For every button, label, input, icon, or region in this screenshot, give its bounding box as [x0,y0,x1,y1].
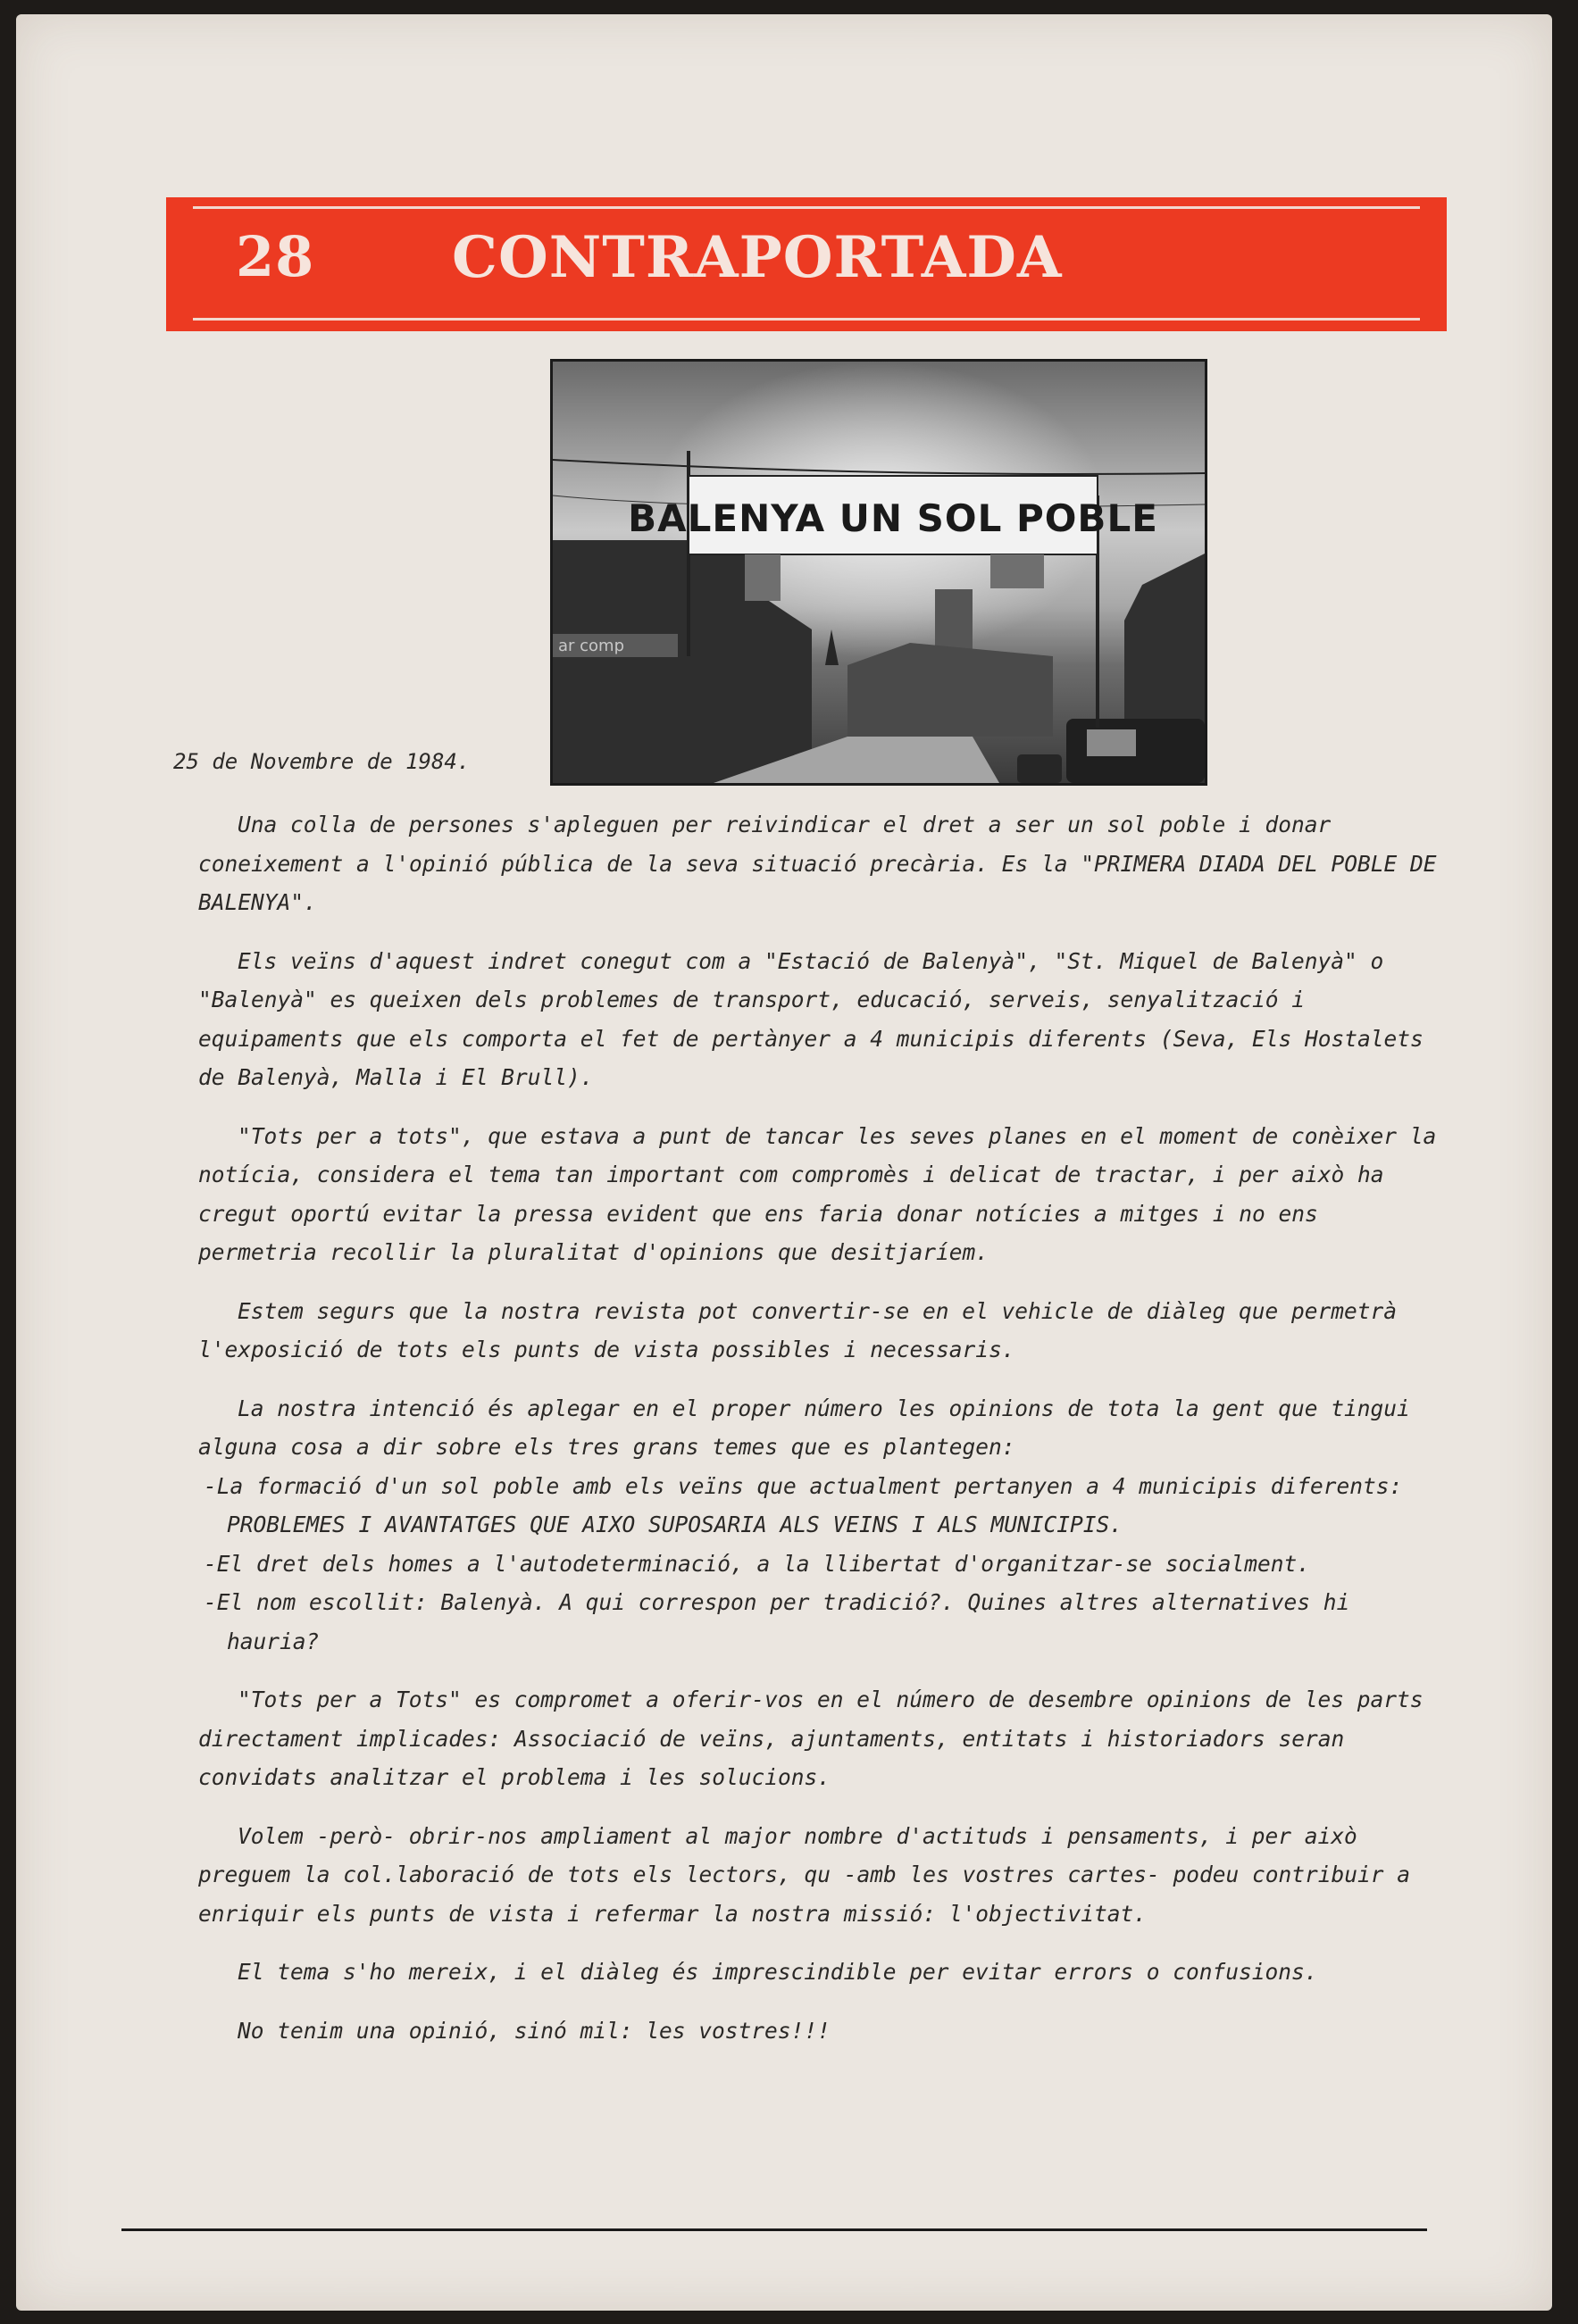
article-paragraph: Una colla de persones s'apleguen per reivindicar el dret a ser un sol poble i donar coneixement a l'opinió pública de la seva situació precària. Es la "PRIMERA DIADA DEL POBLE DE BALENYA". [198,812,1437,915]
magazine-page [16,14,1552,2311]
article-closing-line: No tenim una opinió, sinó mil: les vostres!!! [238,2017,831,2044]
article-paragraph: Estem segurs que la nostra revista pot convertir-se en el vehicle de diàleg que permetrà l'exposició de tots els punts de vista possibles i necessaris. [198,1297,1398,1362]
street-photo-illustration [553,362,1205,783]
street-photo [550,359,1207,786]
article-paragraph: "Tots per a Tots" es compromet a oferir-vos en el número de desembre opinions de les parts directament implicades: Associació de veïns, ajuntaments, entitats i historiadors seran convidats analitzar el problema i les solucions. [198,1687,1424,1790]
list-item: -El dret dels homes a l'autodeterminació, a la llibertat d'organitzar-se socialment. [204,1550,1311,1577]
article-paragraph: El tema s'ho mereix, i el diàleg és imprescindible per evitar errors o confusions. [238,1959,1318,1985]
photo-caption-date: 25 de Novembre de 1984. [173,749,471,774]
header-band [166,197,1447,331]
list-item: -El nom escollit: Balenyà. A qui correspon per tradició?. Quines altres alternatives hi hauria? [204,1589,1350,1654]
article-paragraph: Volem -però- obrir-nos ampliament al major nombre d'actituds i pensaments, i per això preguem la col.laboració de tots els lectors, qu -amb les vostres cartes- podeu contribuir a enriquir els punts de vista i refermar la nostra missió: l'objectivitat. [198,1822,1411,1927]
page-number: 28 [236,224,315,289]
header-rule-bottom [193,318,1420,321]
banner-text: BALENYA UN SOL POBLE [628,496,1158,540]
topics-list [198,1467,1449,1662]
shop-sign: ar comp [558,637,625,655]
article-paragraph: La nostra intenció és aplegar en el proper número les opinions de tota la gent que tingui alguna cosa a dir sobre els tres grans temes que es plantegen: [198,1395,1410,1460]
article-body [198,805,1449,2070]
article-paragraph: "Tots per a tots", que estava a punt de tancar les seves planes en el moment de conèixer la notícia, considera el tema tan important com compromès i delicat de tractar, i per això ha cregut oportú evitar la pressa evident que ens faria donar notícies a mitges i no ens permetria recollir la pluralitat d'opinions que desitjaríem. [198,1122,1437,1265]
section-title: CONTRAPORTADA [452,224,1063,291]
header-rule-top [193,206,1420,209]
article-paragraph: Els veïns d'aquest indret conegut com a "Estació de Balenyà", "St. Miquel de Balenyà" o "Balenyà" es queixen dels problemes de transport, educació, serveis, senyalització i equipaments que els comporta el fet de pertànyer a 4 municipis diferents (Seva, Els Hostalets de Balenyà, Malla i El Brull). [198,947,1424,1090]
list-item: -La formació d'un sol poble amb els veïns que actualment pertanyen a 4 municipis diferents: PROBLEMES I AVANTATGES QUE AIXO SUPOSARIA ALS VEINS I ALS MUNICIPIS. [204,1472,1403,1537]
bottom-rule [121,2228,1427,2231]
